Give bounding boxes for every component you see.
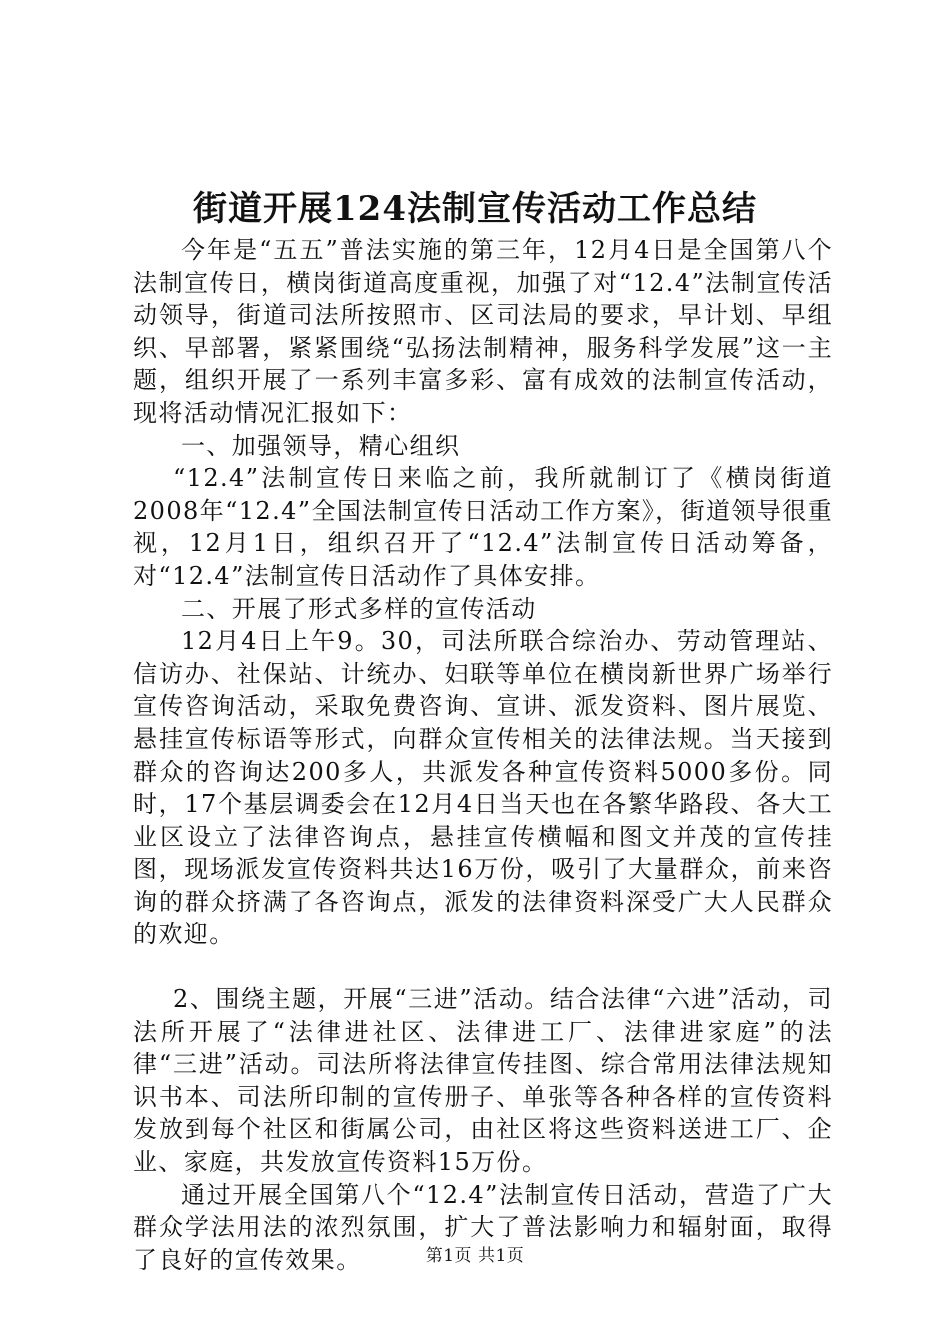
section-heading-2: 二、开展了形式多样的宣传活动 [181,594,537,623]
paragraph-gap [133,951,833,983]
section-1-paragraph: “12.4”法制宣传日来临之前，我所就制订了《横岗街道2008年“12.4”全国法制宣传日活动工作方案》，街道领导很重视，12月1日，组织召开了“12.4”法制宣传日活动筹备，对“12.4”法制宣传日活动作了具体安排。 [133,464,833,590]
section-2-paragraph-2: 2、围绕主题，开展“三进”活动。结合法律“六进”活动，司法所开展了“法律进社区、法律进工厂、法律进家庭”的法律“三进”活动。司法所将法律宣传挂图、综合常用法律法规知识书本、司法所印制的宣传册子、单张等各种各样的宣传资料发放到每个社区和街属公司，由社区将这些资料送进工厂、企业、家庭，共发放宣传资料15万份。 [133,985,833,1177]
section-heading-1: 一、加强领导，精心组织 [181,431,461,460]
conclusion-paragraph: 通过开展全国第八个“12.4”法制宣传日活动，营造了广大群众学法用法的浓烈氛围，扩大了普法影响力和辐射面，取得了良好的宣传效果。 [133,1180,833,1274]
section-2-paragraph-1: 12月4日上午9。30，司法所联合综治办、劳动管理站、信访办、社保站、计统办、妇联等单位在横岗新世界广场举行宣传咨询活动，采取免费咨询、宣讲、派发资料、图片展览、悬挂宣传标语等形式，向群众宣传相关的法律法规。当天接到群众的咨询达200多人，共派发各种宣传资料5000多份。同时，17个基层调委会在12月4日当天也在各繁华路段、各大工业区设立了法律咨询点，悬挂宣传横幅和图文并茂的宣传挂图，现场派发宣传资料共达16万份，吸引了大量群众，前来咨询的群众挤满了各咨询点，派发的法律资料深受广大人民群众的欢迎。 [133,627,833,949]
document-body [133,234,833,1276]
intro-paragraph: 今年是“五五”普法实施的第三年，12月4日是全国第八个法制宣传日，横岗街道高度重视，加强了对“12.4”法制宣传活动领导，街道司法所按照市、区司法局的要求，早计划、早组织、早部署，紧紧围绕“弘扬法制精神，服务科学发展”这一主题，组织开展了一系列丰富多彩、富有成效的法制宣传活动，现将活动情况汇报如下： [133,236,833,427]
document-title: 街道开展124法制宣传活动工作总结 [193,189,757,229]
page-footer: 第1页 共1页 [425,1246,525,1266]
